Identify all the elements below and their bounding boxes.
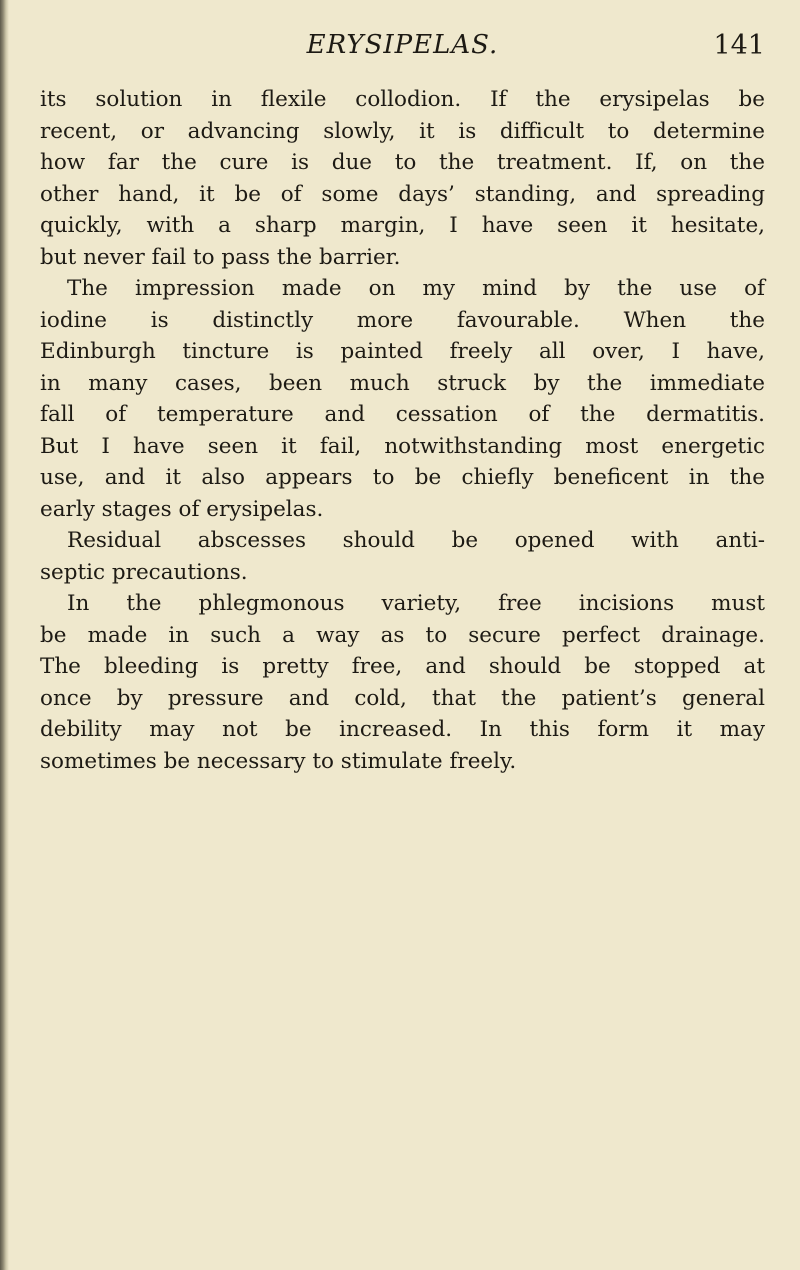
running-head [40, 22, 765, 72]
text-line: debility may not be increased. In this form it may [40, 717, 765, 742]
text-line: how far the cure is due to the treatment. If, on the [40, 150, 765, 175]
page-binding-edge [0, 0, 9, 1270]
body-text [40, 84, 765, 777]
paragraph-start-line: The impression made on my mind by the use of [67, 276, 765, 301]
text-line: septic precautions. [40, 559, 248, 585]
text-line: early stages of erysipelas. [40, 496, 324, 522]
text-line: be made in such a way as to secure perfect drainage. [40, 622, 765, 648]
text-line: quickly, with a sharp margin, I have seen it hesitate, [40, 213, 765, 238]
text-line: but never fail to pass the barrier. [40, 244, 401, 270]
text-line: other hand, it be of some days’ standing, and spreading [40, 181, 765, 207]
text-line: once by pressure and cold, that the patient’s general [40, 685, 765, 711]
text-line: use, and it also appears to be chiefly beneficent in the [40, 465, 765, 490]
text-line: But I have seen it fail, notwithstanding most energetic [40, 433, 765, 459]
text-line: fall of temperature and cessation of the dermatitis. [40, 402, 765, 427]
text-line: in many cases, been much struck by the immediate [40, 370, 765, 396]
running-title: ERYSIPELAS. [306, 30, 499, 60]
text-line: Edinburgh tincture is painted freely all over, I have, [40, 339, 765, 364]
paragraph-start-line: In the phlegmonous variety, free incisions must [67, 591, 765, 616]
text-line: sometimes be necessary to stimulate freely. [40, 748, 517, 774]
text-line: The bleeding is pretty free, and should be stopped at [40, 654, 765, 679]
text-line: iodine is distinctly more favourable. When the [40, 307, 765, 333]
page-number: 141 [713, 30, 765, 61]
paragraph-start-line: Residual abscesses should be opened with anti- [67, 528, 765, 553]
text-line: recent, or advancing slowly, it is difficult to determine [40, 118, 765, 144]
text-line: its solution in flexile collodion. If the erysipelas be [40, 87, 765, 112]
